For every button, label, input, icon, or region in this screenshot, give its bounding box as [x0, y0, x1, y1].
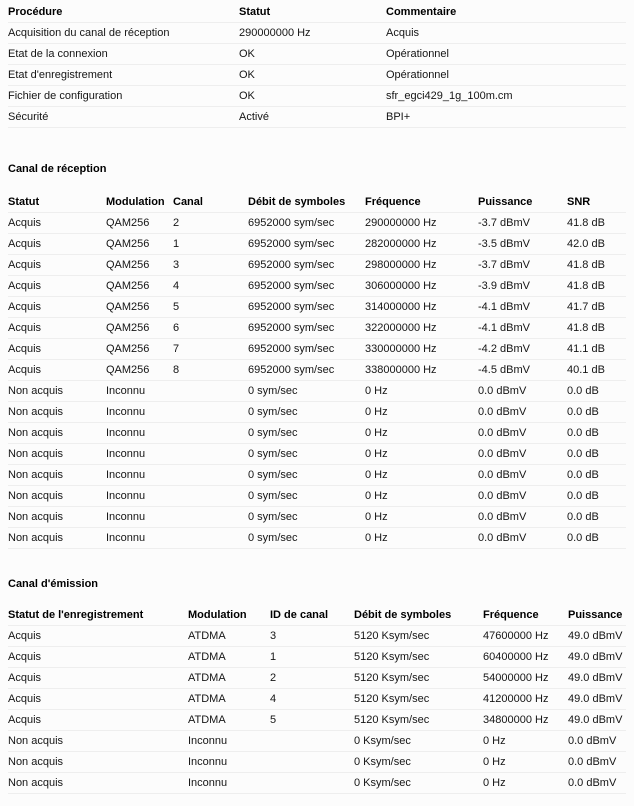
table-cell: 4 — [270, 693, 277, 705]
upstream-section-title: Canal d'émission — [8, 578, 99, 590]
table-cell: 5120 Ksym/sec — [354, 630, 430, 642]
table-cell: Inconnu — [106, 427, 146, 439]
table-cell: 282000000 Hz — [365, 238, 437, 250]
column-header: Fréquence — [365, 196, 421, 208]
table-cell: Inconnu — [188, 735, 228, 747]
table-row — [8, 360, 626, 381]
table-cell: QAM256 — [106, 322, 150, 334]
column-header: Statut de l'enregistrement — [8, 609, 144, 621]
table-cell: Acquis — [8, 693, 42, 705]
table-row — [8, 668, 626, 689]
table-cell: 0.0 dBmV — [568, 735, 617, 747]
table-cell: 0.0 dBmV — [478, 532, 527, 544]
table-cell: Non acquis — [8, 427, 64, 439]
table-cell: 7 — [173, 343, 180, 355]
table-cell: Non acquis — [8, 735, 64, 747]
column-header: SNR — [567, 196, 591, 208]
table-cell: 0 Hz — [365, 511, 388, 523]
table-cell: 6952000 sym/sec — [248, 280, 335, 292]
table-cell: Non acquis — [8, 406, 64, 418]
table-row — [8, 276, 626, 297]
table-cell: 0.0 dBmV — [568, 756, 617, 768]
table-cell: QAM256 — [106, 259, 150, 271]
table-row — [8, 647, 626, 668]
table-cell: QAM256 — [106, 217, 150, 229]
column-header: ID de canal — [270, 609, 329, 621]
table-cell: Acquis — [8, 301, 42, 313]
table-cell: 0 sym/sec — [248, 532, 298, 544]
table-cell: Fichier de configuration — [8, 90, 123, 102]
table-cell: 0 sym/sec — [248, 511, 298, 523]
table-cell: Inconnu — [106, 448, 146, 460]
table-cell: 41.7 dB — [567, 301, 605, 313]
table-cell: 290000000 Hz — [365, 217, 437, 229]
table-row — [8, 23, 626, 44]
table-cell: 0 Hz — [483, 756, 506, 768]
table-cell: 2 — [270, 672, 277, 684]
table-cell: Non acquis — [8, 756, 64, 768]
table-cell: 47600000 Hz — [483, 630, 549, 642]
table-cell: 0 Hz — [365, 532, 388, 544]
table-cell: Inconnu — [106, 385, 146, 397]
table-cell: 0 sym/sec — [248, 385, 298, 397]
table-row — [8, 65, 626, 86]
table-cell: 0 sym/sec — [248, 448, 298, 460]
table-cell: Acquis — [386, 27, 420, 39]
table-cell: QAM256 — [106, 343, 150, 355]
table-cell: Acquis — [8, 714, 42, 726]
table-cell: ATDMA — [188, 693, 226, 705]
table-cell: Acquis — [8, 343, 42, 355]
table-cell: Opérationnel — [386, 69, 449, 81]
table-cell: 6952000 sym/sec — [248, 217, 335, 229]
table-cell: -3.9 dBmV — [478, 280, 530, 292]
table-cell: 0 sym/sec — [248, 469, 298, 481]
table-cell: QAM256 — [106, 364, 150, 376]
table-cell: 0.0 dBmV — [478, 469, 527, 481]
table-row — [8, 213, 626, 234]
table-row — [8, 318, 626, 339]
table-cell: 0.0 dBmV — [568, 777, 617, 789]
table-cell: 49.0 dBmV — [568, 693, 623, 705]
table-cell: 41.8 dB — [567, 322, 605, 334]
table-cell: 0.0 dB — [567, 511, 599, 523]
table-cell: 1 — [270, 651, 277, 663]
table-cell: 0.0 dBmV — [478, 406, 527, 418]
table-row — [8, 465, 626, 486]
table-cell: 290000000 Hz — [239, 27, 311, 39]
table-row — [8, 507, 626, 528]
table-cell: 0 Hz — [483, 735, 506, 747]
table-cell: 0.0 dB — [567, 427, 599, 439]
table-row — [8, 528, 626, 549]
table-cell: 6952000 sym/sec — [248, 364, 335, 376]
table-cell: Inconnu — [106, 469, 146, 481]
table-cell: Acquis — [8, 364, 42, 376]
table-cell: 2 — [173, 217, 180, 229]
table-cell: Acquis — [8, 322, 42, 334]
column-header: Statut — [8, 196, 40, 208]
table-cell: 49.0 dBmV — [568, 672, 623, 684]
table-row — [8, 381, 626, 402]
table-cell: 0.0 dB — [567, 385, 599, 397]
table-cell: 6952000 sym/sec — [248, 301, 335, 313]
table-cell: 49.0 dBmV — [568, 651, 623, 663]
table-cell: 41200000 Hz — [483, 693, 549, 705]
table-cell: 5 — [270, 714, 277, 726]
table-cell: 3 — [173, 259, 180, 271]
table-cell: 0 Hz — [365, 490, 388, 502]
table-cell: 0 Hz — [365, 406, 388, 418]
table-cell: Acquis — [8, 672, 42, 684]
table-cell: 0.0 dBmV — [478, 427, 527, 439]
table-row — [8, 297, 626, 318]
table-row — [8, 626, 626, 647]
table-row — [8, 339, 626, 360]
table-cell: Sécurité — [8, 111, 49, 123]
table-cell: 0 Ksym/sec — [354, 756, 411, 768]
table-cell: -4.5 dBmV — [478, 364, 530, 376]
table-cell: 8 — [173, 364, 180, 376]
table-row — [8, 689, 626, 710]
table-row — [8, 423, 626, 444]
table-cell: Opérationnel — [386, 48, 449, 60]
table-cell: 6952000 sym/sec — [248, 322, 335, 334]
table-cell: 0 Ksym/sec — [354, 735, 411, 747]
table-cell: sfr_egci429_1g_100m.cm — [386, 90, 513, 102]
column-header: Procédure — [8, 6, 63, 18]
table-cell: 49.0 dBmV — [568, 714, 623, 726]
table-cell: 0 Hz — [365, 427, 388, 439]
table-cell: 338000000 Hz — [365, 364, 437, 376]
table-cell: -3.7 dBmV — [478, 259, 530, 271]
table-cell: Inconnu — [106, 511, 146, 523]
table-cell: Etat de la connexion — [8, 48, 108, 60]
table-cell: ATDMA — [188, 630, 226, 642]
table-cell: 0.0 dBmV — [478, 448, 527, 460]
table-cell: 298000000 Hz — [365, 259, 437, 271]
column-header: Canal — [173, 196, 203, 208]
table-cell: Inconnu — [106, 532, 146, 544]
table-cell: 3 — [270, 630, 277, 642]
table-cell: OK — [239, 90, 255, 102]
table-cell: QAM256 — [106, 238, 150, 250]
table-cell: 0 sym/sec — [248, 490, 298, 502]
table-row — [8, 107, 626, 128]
table-cell: QAM256 — [106, 301, 150, 313]
table-header-row — [8, 192, 626, 213]
table-row — [8, 255, 626, 276]
table-cell: Acquis — [8, 238, 42, 250]
table-cell: 5120 Ksym/sec — [354, 693, 430, 705]
table-cell: Non acquis — [8, 777, 64, 789]
table-cell: 60400000 Hz — [483, 651, 549, 663]
table-cell: Acquis — [8, 651, 42, 663]
table-cell: -4.2 dBmV — [478, 343, 530, 355]
table-cell: 306000000 Hz — [365, 280, 437, 292]
table-cell: Non acquis — [8, 490, 64, 502]
table-cell: 5120 Ksym/sec — [354, 651, 430, 663]
table-cell: 54000000 Hz — [483, 672, 549, 684]
table-cell: -3.5 dBmV — [478, 238, 530, 250]
table-cell: Activé — [239, 111, 269, 123]
table-cell: Non acquis — [8, 385, 64, 397]
table-row — [8, 44, 626, 65]
table-cell: Acquis — [8, 630, 42, 642]
downstream-channels-table — [8, 192, 626, 549]
table-cell: 0 Hz — [365, 385, 388, 397]
table-cell: 5120 Ksym/sec — [354, 714, 430, 726]
table-row — [8, 402, 626, 423]
table-cell: Acquisition du canal de réception — [8, 27, 170, 39]
table-cell: 322000000 Hz — [365, 322, 437, 334]
column-header: Commentaire — [386, 6, 457, 18]
table-cell: Inconnu — [106, 406, 146, 418]
table-header-row — [8, 605, 626, 626]
table-cell: 5120 Ksym/sec — [354, 672, 430, 684]
table-header-row — [8, 2, 626, 23]
procedure-table — [8, 2, 626, 128]
table-cell: 34800000 Hz — [483, 714, 549, 726]
column-header: Débit de symboles — [354, 609, 452, 621]
table-cell: 0.0 dB — [567, 532, 599, 544]
table-row — [8, 444, 626, 465]
column-header: Statut — [239, 6, 271, 18]
table-cell: Acquis — [8, 280, 42, 292]
table-cell: 314000000 Hz — [365, 301, 437, 313]
column-header: Puissance — [568, 609, 623, 621]
column-header: Modulation — [106, 196, 165, 208]
table-cell: Etat d'enregistrement — [8, 69, 113, 81]
table-row — [8, 234, 626, 255]
table-cell: 41.1 dB — [567, 343, 605, 355]
table-cell: 49.0 dBmV — [568, 630, 623, 642]
table-row — [8, 773, 626, 794]
table-cell: 41.8 dB — [567, 259, 605, 271]
table-cell: 0.0 dBmV — [478, 511, 527, 523]
table-cell: Acquis — [8, 259, 42, 271]
table-cell: 41.8 dB — [567, 280, 605, 292]
downstream-section-title: Canal de réception — [8, 163, 107, 175]
table-cell: 6952000 sym/sec — [248, 343, 335, 355]
column-header: Modulation — [188, 609, 247, 621]
table-cell: ATDMA — [188, 714, 226, 726]
table-cell: 0.0 dB — [567, 490, 599, 502]
table-cell: 0 sym/sec — [248, 406, 298, 418]
table-cell: Non acquis — [8, 532, 64, 544]
column-header: Débit de symboles — [248, 196, 346, 208]
table-cell: 6952000 sym/sec — [248, 259, 335, 271]
table-cell: -3.7 dBmV — [478, 217, 530, 229]
table-cell: Inconnu — [188, 756, 228, 768]
table-row — [8, 710, 626, 731]
table-cell: 0.0 dBmV — [478, 385, 527, 397]
table-cell: BPI+ — [386, 111, 411, 123]
table-cell: -4.1 dBmV — [478, 301, 530, 313]
table-cell: 0 Ksym/sec — [354, 777, 411, 789]
table-cell: 5 — [173, 301, 180, 313]
table-cell: OK — [239, 48, 255, 60]
table-cell: 0 Hz — [483, 777, 506, 789]
table-cell: ATDMA — [188, 672, 226, 684]
table-row — [8, 486, 626, 507]
column-header: Fréquence — [483, 609, 539, 621]
table-cell: 330000000 Hz — [365, 343, 437, 355]
table-cell: Non acquis — [8, 448, 64, 460]
table-row — [8, 86, 626, 107]
table-cell: 40.1 dB — [567, 364, 605, 376]
table-row — [8, 731, 626, 752]
table-cell: Non acquis — [8, 511, 64, 523]
table-cell: -4.1 dBmV — [478, 322, 530, 334]
table-row — [8, 752, 626, 773]
table-cell: Inconnu — [188, 777, 228, 789]
table-cell: Acquis — [8, 217, 42, 229]
table-cell: 0 Hz — [365, 469, 388, 481]
column-header: Puissance — [478, 196, 533, 208]
table-cell: 6952000 sym/sec — [248, 238, 335, 250]
table-cell: 0.0 dBmV — [478, 490, 527, 502]
table-cell: 6 — [173, 322, 180, 334]
table-cell: ATDMA — [188, 651, 226, 663]
table-cell: 0.0 dB — [567, 448, 599, 460]
table-cell: 0 Hz — [365, 448, 388, 460]
table-cell: 0 sym/sec — [248, 427, 298, 439]
table-cell: 41.8 dB — [567, 217, 605, 229]
table-cell: OK — [239, 69, 255, 81]
table-cell: 0.0 dB — [567, 406, 599, 418]
table-cell: 42.0 dB — [567, 238, 605, 250]
table-cell: 1 — [173, 238, 180, 250]
table-cell: 4 — [173, 280, 180, 292]
table-cell: QAM256 — [106, 280, 150, 292]
table-cell: Non acquis — [8, 469, 64, 481]
table-cell: 0.0 dB — [567, 469, 599, 481]
upstream-channels-table — [8, 605, 626, 794]
table-cell: Inconnu — [106, 490, 146, 502]
